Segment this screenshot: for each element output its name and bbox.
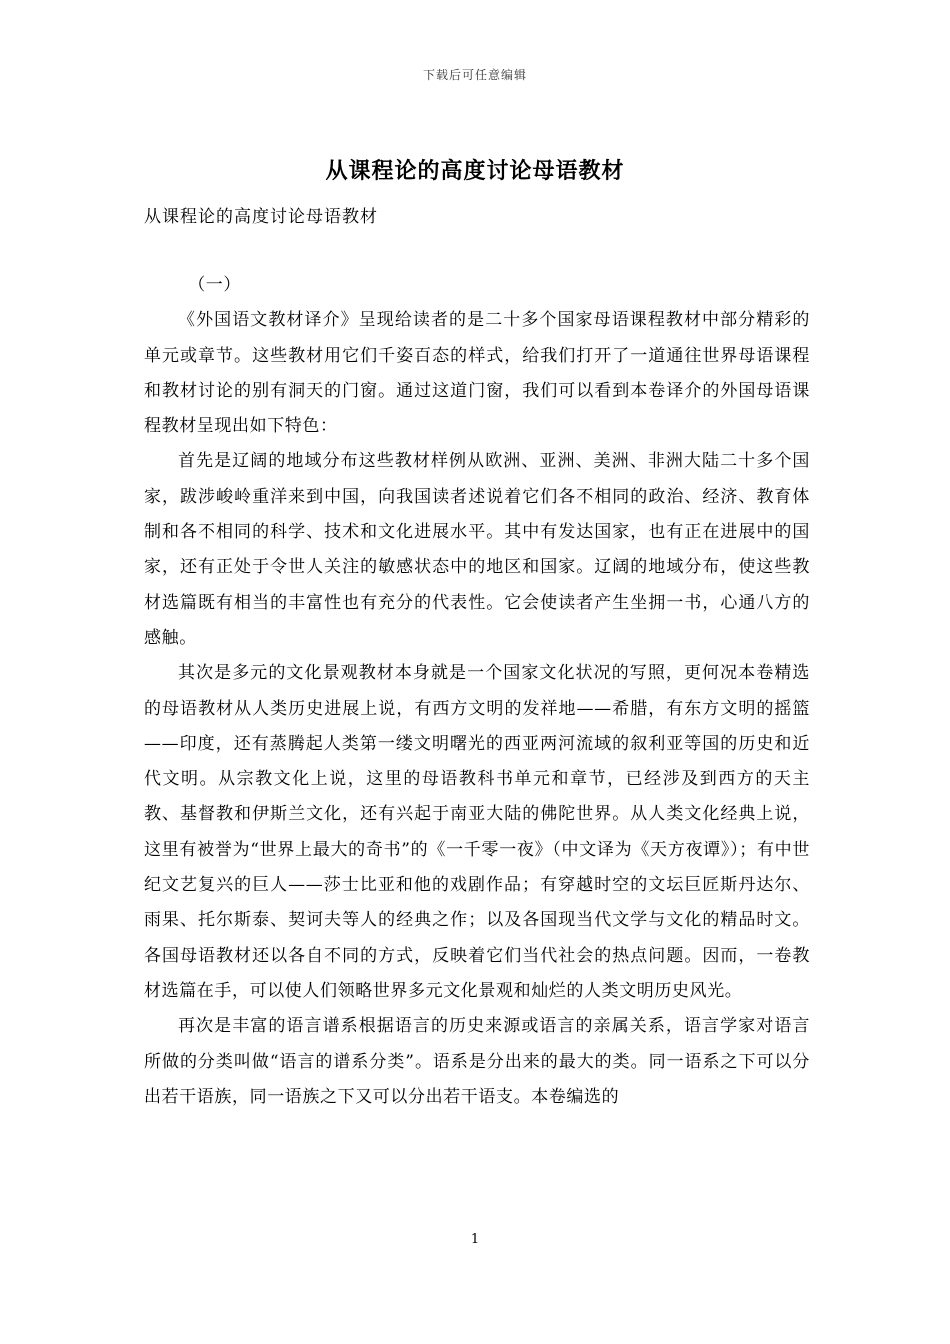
paragraph-1: 《外国语文教材译介》呈现给读者的是二十多个国家母语课程教材中部分精彩的单元或章节。这些教材用它们千姿百态的样式，给我们打开了一道通往世界母语课程和教材讨论的别有洞天的门窗。通过这道门窗，我们可以看到本卷译介的外国母语课程教材呈现出如下特色： bbox=[144, 310, 810, 437]
paragraph-4: 再次是丰富的语言谱系根据语言的历史来源或语言的亲属关系，语言学家对语言所做的分类叫做“语言的谱系分类”。语系是分出来的最大的类。同一语系之下可以分出若干语族，同一语族之下又可以分出若干语支。本卷编选的 bbox=[144, 1016, 810, 1107]
paragraph-2: 首先是辽阔的地域分布这些教材样例从欧洲、亚洲、美洲、非洲大陆二十多个国家，跋涉峻岭重洋来到中国，向我国读者述说着它们各不相同的政治、经济、教育体制和各不相同的科学、技术和文化进展水平。其中有发达国家，也有正在进展中的国家，还有正处于令世人关注的敏感状态中的地区和国家。辽阔的地域分布，使这些教材选篇既有相当的丰富性也有充分的代表性。它会使读者产生坐拥一书，心通八方的感触。 bbox=[144, 451, 810, 648]
document-subtitle: 从课程论的高度讨论母语教材 bbox=[144, 207, 378, 227]
document-body bbox=[144, 268, 810, 1115]
page-number: 1 bbox=[470, 1232, 480, 1247]
document-title: 从课程论的高度讨论母语教材 bbox=[325, 158, 625, 184]
page-header-note: 下载后可任意编辑 bbox=[422, 68, 527, 82]
section-marker: （一） bbox=[188, 275, 241, 295]
paragraph-3: 其次是多元的文化景观教材本身就是一个国家文化状况的写照，更何况本卷精选的母语教材从人类历史进展上说，有西方文明的发祥地——希腊，有东方文明的摇篮——印度，还有蒸腾起人类第一缕文明曙光的西亚两河流域的叙利亚等国的历史和近代文明。从宗教文化上说，这里的母语教科书单元和章节，已经涉及到西方的天主教、基督教和伊斯兰文化，还有兴起于南亚大陆的佛陀世界。从人类文化经典上说，这里有被誉为“世界上最大的奇书”的《一千零一夜》（中文译为《天方夜谭》）；有中世纪文艺复兴的巨人——莎士比亚和他的戏剧作品；有穿越时空的文坛巨匠斯丹达尔、雨果、托尔斯泰、契诃夫等人的经典之作；以及各国现当代文学与文化的精品时文。各国母语教材还以各自不同的方式，反映着它们当代社会的热点问题。因而，一卷教材选篇在手，可以使人们领略世界多元文化景观和灿烂的人类文明历史风光。 bbox=[144, 663, 810, 1001]
